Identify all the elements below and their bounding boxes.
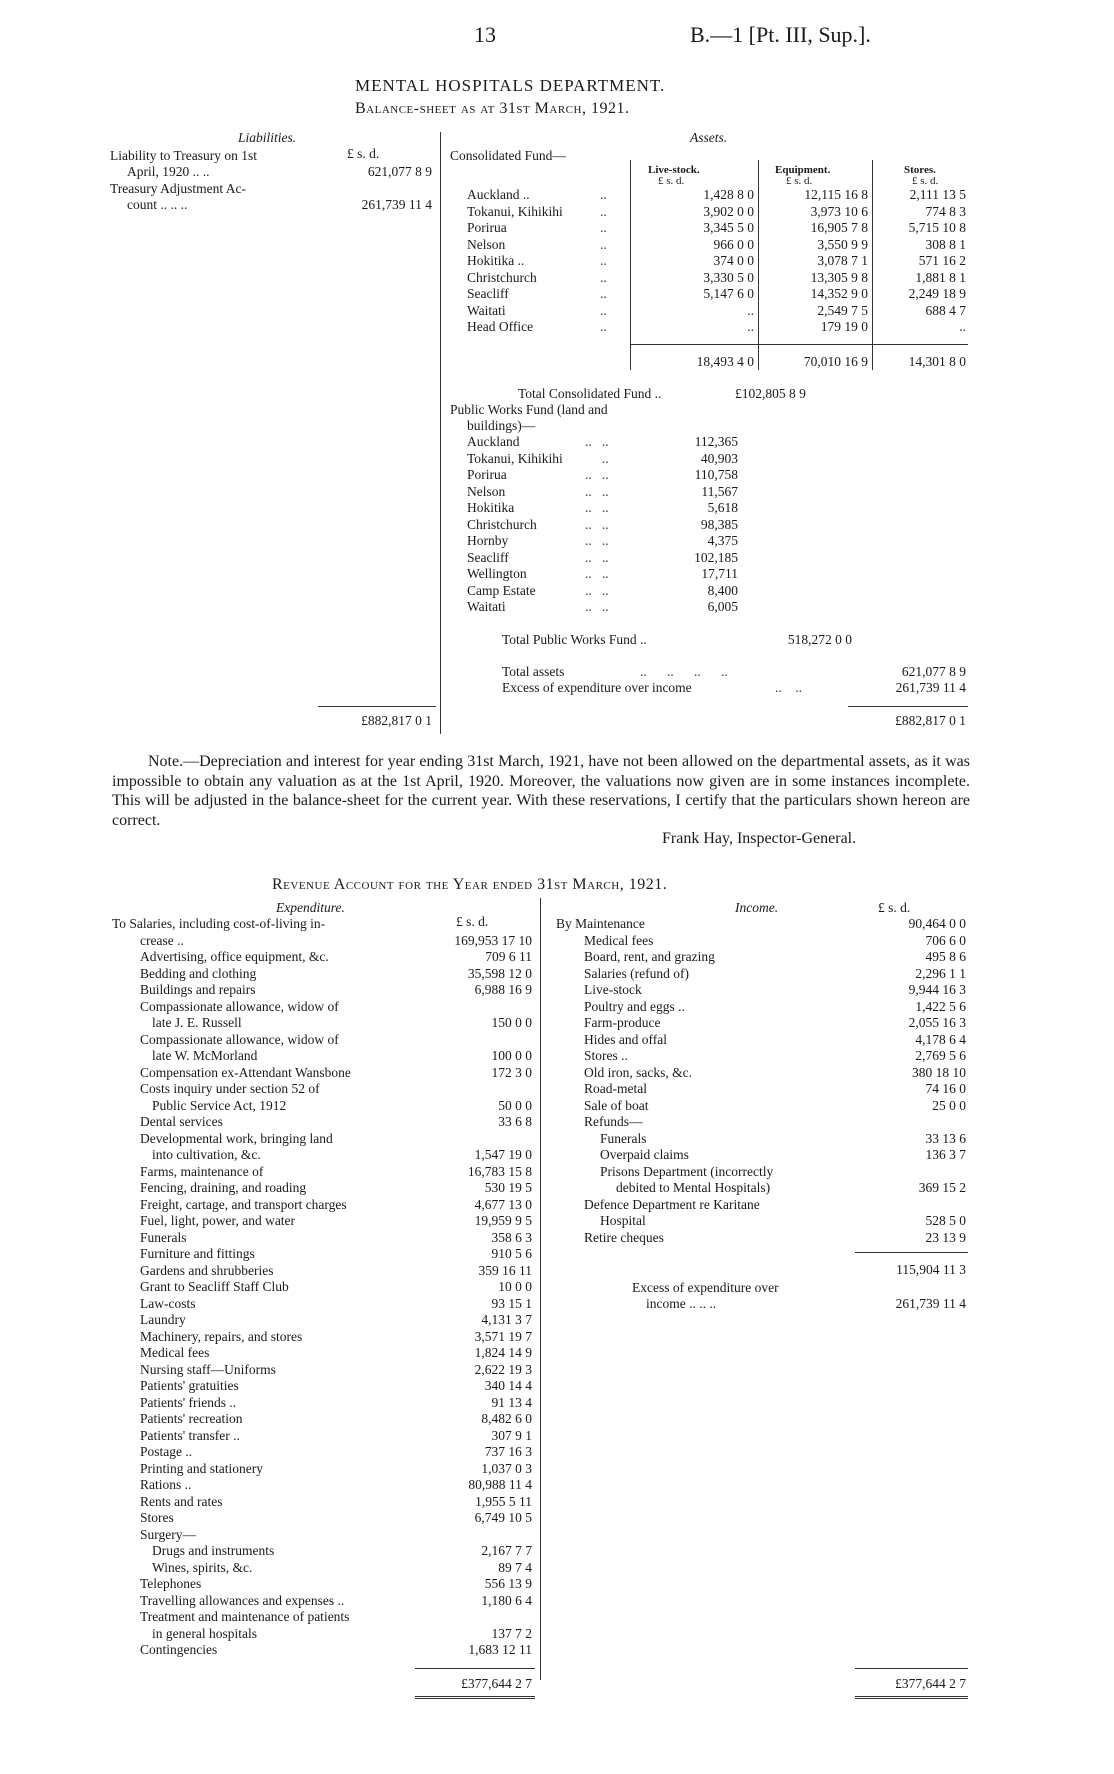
pw-amount: 17,711	[701, 566, 738, 581]
stores-values	[874, 187, 966, 336]
exp-label: Travelling allowances and expenses ..	[140, 1592, 345, 1608]
exp-label: Fuel, light, power, and water	[140, 1213, 296, 1228]
exp-label: Buildings and repairs	[140, 982, 256, 997]
inc-amount: 136 3 7	[925, 1147, 966, 1162]
page-number: 13	[474, 22, 496, 47]
balance-sheet-title: Balance-sheet as at 31st March, 1921.	[355, 100, 630, 117]
exp-label: Patients' gratuities	[140, 1378, 239, 1393]
exp-amount: 16,783 15 8	[467, 1163, 532, 1179]
consolidated-fund-label: Consolidated Fund—	[450, 148, 566, 163]
inc-label: Defence Department re Karitane	[584, 1196, 760, 1212]
exp-amount: 6,749 10 5	[474, 1510, 532, 1525]
equipment-cell: 3,078 7 1	[817, 253, 868, 268]
pw-name: Porirua	[467, 467, 507, 482]
total-public-works-amount: 518,272 0 0	[787, 632, 852, 647]
exp-amount: 93 15 1	[491, 1295, 532, 1311]
inc-amount: 2,055 16 3	[908, 1015, 966, 1030]
inc-amount: 2,769 5 6	[915, 1048, 966, 1063]
inc-label: Poultry and eggs ..	[584, 998, 685, 1014]
exp-label: late J. E. Russell	[152, 1015, 242, 1030]
stores-cell: ..	[959, 319, 966, 334]
revenue-title: Revenue Account for the Year ended 31st March, 1921.	[272, 876, 668, 893]
hospital-name: Head Office	[467, 319, 534, 334]
stores-cell: 1,881 8 1	[915, 269, 966, 285]
income-excess-label-2: income .. .. ..	[646, 1296, 717, 1311]
inc-amount: 4,178 6 4	[915, 1031, 966, 1047]
liability-2-amount: 261,739 11 4	[361, 197, 432, 212]
inc-amount: 33 13 6	[925, 1130, 966, 1146]
inc-amount	[850, 1114, 966, 1131]
expenditure-total-underline	[415, 1696, 535, 1699]
exp-amount: 530 19 5	[484, 1180, 532, 1195]
liability-1-line2: April, 1920 .. ..	[127, 164, 210, 179]
exp-label: Telephones	[140, 1576, 202, 1591]
income-heading: Income.	[735, 900, 779, 915]
livestock-cell: 374 0 0	[713, 253, 754, 268]
exp-label: Funerals	[140, 1229, 187, 1245]
exp-label: Patients' recreation	[140, 1411, 243, 1426]
exp-amount: 737 16 3	[484, 1444, 532, 1459]
pw-amount: 40,903	[700, 450, 738, 466]
public-works-values	[640, 434, 738, 616]
pw-name: Tokanui, Kihikihi	[467, 450, 563, 466]
pw-name: Hokitika	[467, 500, 515, 515]
pw-name: Christchurch	[467, 516, 537, 532]
inc-label: Stores ..	[584, 1048, 628, 1063]
equipment-lsd: £ s. d.	[786, 175, 813, 187]
exp-label: in general hospitals	[152, 1625, 257, 1641]
livestock-cell: 1,428 8 0	[703, 187, 754, 202]
exp-amount: 307 9 1	[491, 1427, 532, 1443]
inc-amount: 1,422 5 6	[915, 998, 966, 1014]
exp-amount: 1,547 19 0	[474, 1147, 532, 1162]
exp-label: Patients' friends ..	[140, 1394, 237, 1410]
exp-amount: 358 6 3	[491, 1229, 532, 1245]
exp-label: Laundry	[140, 1312, 186, 1327]
exp-amount	[418, 1032, 532, 1049]
livestock-values	[632, 187, 754, 336]
livestock-cell: ..	[747, 302, 754, 318]
hospital-name: Waitati	[467, 302, 506, 318]
liabilities-lsd-header: £ s. d.	[347, 146, 380, 161]
income-total-underline	[855, 1696, 968, 1699]
exp-amount: 556 13 9	[484, 1576, 532, 1591]
equipment-cell: 179 19 0	[820, 319, 868, 334]
livestock-cell: 5,147 6 0	[703, 286, 754, 301]
hospital-name: Porirua	[467, 220, 507, 235]
exp-label: To Salaries, including cost-of-living in-	[112, 916, 326, 931]
exp-label: Stores	[140, 1510, 174, 1525]
inc-amount	[850, 1197, 966, 1214]
stores-total: 14,301 8 0	[908, 354, 966, 369]
total-public-works-label: Total Public Works Fund ..	[502, 632, 647, 647]
revenue-divider	[540, 898, 541, 1680]
exp-label: Farms, maintenance of	[140, 1163, 264, 1179]
inc-amount: 9,944 16 3	[908, 982, 966, 997]
exp-amount: 50 0 0	[498, 1097, 532, 1113]
inc-label: Salaries (refund of)	[584, 965, 689, 981]
consolidated-subtotal-rule	[630, 344, 968, 345]
expenditure-total-rule	[415, 1668, 535, 1669]
inc-label: Medical fees	[584, 932, 654, 948]
inc-amount	[850, 1164, 966, 1181]
inc-label: Hospital	[600, 1213, 646, 1228]
equipment-cell: 3,550 9 9	[817, 236, 868, 252]
equipment-cell: 14,352 9 0	[810, 286, 868, 301]
exp-label: Freight, cartage, and transport charges	[140, 1196, 347, 1212]
expenditure-amounts	[418, 916, 532, 1659]
inc-amount: 369 15 2	[918, 1180, 966, 1195]
liability-1-line1: Liability to Treasury on 1st	[110, 148, 258, 163]
total-assets-label: Total assets	[502, 664, 565, 679]
pw-name: Nelson	[467, 483, 506, 499]
pw-amount: 102,185	[694, 549, 738, 565]
inc-label: Road-metal	[584, 1081, 647, 1096]
exp-amount	[418, 916, 532, 933]
income-excess-label: Excess of expenditure over	[632, 1280, 779, 1295]
exp-amount: 709 6 11	[485, 949, 532, 964]
inc-label: By Maintenance	[556, 916, 645, 931]
exp-amount: 4,131 3 7	[481, 1312, 532, 1327]
exp-label: Rations ..	[140, 1477, 192, 1492]
exp-label: Patients' transfer ..	[140, 1427, 240, 1443]
exp-label: Public Service Act, 1912	[152, 1097, 287, 1113]
livestock-header: Live-stock.	[648, 164, 700, 176]
exp-label: Dental services	[140, 1114, 223, 1129]
assets-heading: Assets.	[690, 130, 728, 145]
equipment-cell: 16,905 7 8	[810, 220, 868, 235]
exp-amount	[418, 1081, 532, 1098]
pw-amount: 4,375	[707, 533, 738, 548]
inc-label: debited to Mental Hospitals)	[616, 1180, 771, 1195]
stores-cell: 2,249 18 9	[908, 286, 966, 301]
assets-total: £882,817 0 1	[895, 713, 966, 728]
exp-label: Bedding and clothing	[140, 965, 257, 981]
income-lsd-header: £ s. d.	[878, 900, 911, 915]
department-title: MENTAL HOSPITALS DEPARTMENT.	[355, 76, 666, 95]
exp-label: Furniture and fittings	[140, 1246, 255, 1261]
inc-label: Funerals	[600, 1130, 647, 1146]
liability-1-amount: 621,077 8 9	[367, 164, 432, 179]
excess-amount: 261,739 11 4	[895, 680, 966, 695]
inc-label: Hides and offal	[584, 1031, 667, 1047]
stores-header: Stores.	[904, 164, 936, 176]
exp-label: Advertising, office equipment, &c.	[140, 949, 329, 964]
exp-label: Machinery, repairs, and stores	[140, 1328, 303, 1344]
public-works-leaders: .. .. .. .. .. .. .. .. .. .. .. .. .. .. .. .. .. .. .. .. ..	[585, 434, 609, 614]
public-works-label: Public Works Fund (land and	[450, 402, 608, 417]
income-total: £377,644 2 7	[895, 1676, 966, 1691]
exp-amount: 169,953 17 10	[454, 932, 532, 948]
equipment-cell: 3,973 10 6	[810, 203, 868, 219]
pw-amount: 112,365	[694, 434, 738, 449]
exp-label: Compassionate allowance, widow of	[140, 998, 339, 1014]
inc-amount: 528 5 0	[925, 1213, 966, 1228]
exp-amount: 89 7 4	[498, 1559, 532, 1575]
pw-amount: 110,758	[694, 467, 738, 482]
exp-label: Developmental work, bringing land	[140, 1130, 333, 1146]
inc-label: Overpaid claims	[600, 1147, 689, 1162]
expenditure-labels	[112, 916, 417, 1659]
hospital-name: Hokitika ..	[467, 253, 525, 268]
exp-label: Rents and rates	[140, 1493, 223, 1509]
equipment-cell: 12,115 16 8	[804, 187, 868, 202]
exp-label: Costs inquiry under section 52 of	[140, 1081, 320, 1096]
exp-amount: 1,037 0 3	[481, 1460, 532, 1476]
exp-amount: 1,180 6 4	[481, 1592, 532, 1608]
inc-amount: 495 8 6	[925, 949, 966, 964]
equipment-header: Equipment.	[775, 164, 831, 176]
exp-amount	[418, 1527, 532, 1544]
exp-label: Printing and stationery	[140, 1460, 263, 1476]
expenditure-heading: Expenditure.	[276, 900, 345, 915]
document-reference: B.—1 [Pt. III, Sup.].	[690, 22, 871, 47]
equipment-cell: 2,549 7 5	[817, 302, 868, 318]
exp-label: Medical fees	[140, 1345, 210, 1360]
inc-label: Live-stock	[584, 982, 642, 997]
public-works-label-2: buildings)—	[467, 418, 536, 433]
exp-label: Grant to Seacliff Staff Club	[140, 1279, 289, 1294]
equipment-values	[760, 187, 868, 336]
exp-amount: 150 0 0	[491, 1015, 532, 1030]
expenditure-total: £377,644 2 7	[461, 1676, 532, 1691]
pw-amount: 8,400	[707, 582, 738, 598]
exp-amount: 35,598 12 0	[467, 965, 532, 981]
exp-amount: 100 0 0	[491, 1048, 532, 1063]
stores-cell: 774 8 3	[925, 203, 966, 219]
pw-name: Seacliff	[467, 549, 509, 565]
total-consolidated-label: Total Consolidated Fund ..	[518, 386, 662, 401]
inc-label: Sale of boat	[584, 1097, 649, 1113]
certification-note: Note.—Depreciation and interest for year ending 31st March, 1921, have not been allowed on the departmental assets, as it was impossible to obtain any valuation as at the 1st April, 1920. Moreover, the valuations now given are in some instances incomplete. This will be adjusted in the balance-sheet for the current year. With these reservations, I certify that the particulars shown hereon are correct.	[112, 753, 970, 829]
pw-name: Wellington	[467, 566, 527, 581]
exp-amount: 1,824 14 9	[474, 1345, 532, 1360]
hospital-name: Seacliff	[467, 286, 509, 301]
pw-name: Hornby	[467, 533, 509, 548]
exp-label: Surgery—	[140, 1526, 196, 1542]
inc-label: Old iron, sacks, &c.	[584, 1064, 692, 1080]
exp-label: Postage ..	[140, 1444, 193, 1459]
equipment-total: 70,010 16 9	[803, 354, 868, 369]
exp-amount: 6,988 16 9	[474, 982, 532, 997]
livestock-cell: 3,330 5 0	[703, 269, 754, 285]
livestock-cell: 3,345 5 0	[703, 220, 754, 235]
livestock-lsd: £ s. d.	[658, 175, 685, 187]
inc-label: Refunds—	[584, 1114, 643, 1129]
balance-sheet-divider	[440, 132, 441, 734]
exp-amount: 19,959 9 5	[474, 1213, 532, 1228]
exp-label: Nursing staff—Uniforms	[140, 1361, 276, 1377]
inc-label: Prisons Department (incorrectly	[600, 1163, 774, 1179]
exp-label: Contingencies	[140, 1642, 218, 1657]
excess-leaders: .. ..	[775, 680, 802, 695]
exp-amount	[418, 1609, 532, 1626]
exp-amount: 137 7 2	[491, 1625, 532, 1641]
exp-amount: 172 3 0	[491, 1064, 532, 1080]
pw-name: Auckland	[467, 434, 520, 449]
exp-amount: 910 5 6	[491, 1246, 532, 1261]
exp-label: Gardens and shrubberies	[140, 1262, 274, 1278]
assets-col-divider-2	[758, 160, 759, 370]
assets-col-divider-3	[872, 160, 873, 370]
exp-amount: 1,955 5 11	[475, 1493, 532, 1509]
exp-amount: 10 0 0	[498, 1279, 532, 1294]
equipment-cell: 13,305 9 8	[810, 269, 868, 285]
expenditure-lsd-header: £ s. d.	[456, 914, 489, 929]
pw-amount: 5,618	[707, 500, 738, 515]
inc-amount: 706 6 0	[925, 932, 966, 948]
liabilities-heading: Liabilities.	[238, 130, 297, 145]
stores-cell: 308 8 1	[925, 236, 966, 252]
inc-label: Retire cheques	[584, 1229, 664, 1245]
inc-label: Board, rent, and grazing	[584, 949, 715, 964]
exp-label: Drugs and instruments	[152, 1543, 275, 1558]
livestock-cell: ..	[747, 319, 754, 334]
exp-amount: 4,677 13 0	[474, 1196, 532, 1212]
exp-amount	[418, 999, 532, 1016]
inc-amount: 90,464 0 0	[908, 916, 966, 931]
hospital-name: Christchurch	[467, 269, 537, 285]
income-subtotal-rule	[855, 1252, 968, 1253]
pw-name: Waitati	[467, 599, 506, 614]
hospital-name: Nelson	[467, 236, 506, 252]
exp-label: Compassionate allowance, widow of	[140, 1031, 339, 1047]
exp-label: Wines, spirits, &c.	[152, 1559, 253, 1575]
hospital-name: Auckland ..	[467, 187, 530, 202]
income-labels	[556, 916, 856, 1246]
total-assets-amount: 621,077 8 9	[901, 664, 966, 679]
liability-2-line1: Treasury Adjustment Ac-	[110, 181, 246, 196]
exp-amount: 2,622 19 3	[474, 1361, 532, 1377]
inc-label: Farm-produce	[584, 1015, 661, 1030]
liabilities-total: £882,817 0 1	[361, 713, 432, 728]
total-consolidated-amount: £102,805 8 9	[735, 386, 806, 401]
signature: Frank Hay, Inspector-General.	[662, 830, 857, 847]
excess-label: Excess of expenditure over income	[502, 680, 692, 695]
exp-label: late W. McMorland	[152, 1048, 258, 1063]
income-amounts	[850, 916, 966, 1246]
exp-amount: 359 16 11	[478, 1262, 532, 1278]
exp-label: Law-costs	[140, 1295, 196, 1311]
exp-label: Compensation ex-Attendant Wansbone	[140, 1064, 351, 1080]
stores-cell: 688 4 7	[925, 302, 966, 318]
exp-amount: 91 13 4	[491, 1394, 532, 1410]
exp-amount: 33 6 8	[498, 1114, 532, 1129]
inc-amount: 74 16 0	[925, 1081, 966, 1096]
inc-amount: 23 13 9	[925, 1229, 966, 1245]
exp-amount: 80,988 11 4	[468, 1477, 532, 1492]
livestock-cell: 966 0 0	[713, 236, 754, 252]
exp-amount: 2,167 7 7	[481, 1543, 532, 1558]
inc-amount: 2,296 1 1	[915, 965, 966, 981]
pw-name: Camp Estate	[467, 582, 536, 598]
inc-amount: 380 18 10	[912, 1064, 966, 1080]
exp-amount: 340 14 4	[484, 1378, 532, 1393]
stores-lsd: £ s. d.	[912, 175, 939, 187]
inc-amount: 25 0 0	[932, 1097, 966, 1113]
exp-label: Fencing, draining, and roading	[140, 1180, 307, 1195]
exp-amount	[418, 1131, 532, 1148]
income-subtotal: 115,904 11 3	[896, 1262, 966, 1277]
exp-amount: 8,482 6 0	[481, 1411, 532, 1426]
stores-cell: 571 16 2	[918, 253, 966, 268]
liabilities-total-rule	[318, 706, 436, 707]
pw-amount: 98,385	[700, 516, 738, 532]
exp-label: Treatment and maintenance of patients	[140, 1609, 350, 1624]
consolidated-leaders: .. .. .. .. .. .. .. .. ..	[600, 187, 607, 334]
pw-amount: 6,005	[707, 599, 738, 614]
income-total-rule	[855, 1668, 968, 1669]
income-excess-amount: 261,739 11 4	[895, 1296, 966, 1311]
exp-amount: 1,683 12 11	[468, 1642, 532, 1657]
exp-label: crease ..	[140, 932, 184, 948]
exp-amount: 3,571 19 7	[474, 1328, 532, 1344]
stores-cell: 2,111 13 5	[909, 187, 966, 202]
stores-cell: 5,715 10 8	[908, 220, 966, 235]
assets-col-divider-1	[630, 160, 631, 370]
liability-2-line2: count .. .. ..	[127, 197, 188, 212]
hospital-name: Tokanui, Kihikihi	[467, 203, 563, 219]
total-assets-leaders: .. .. .. ..	[640, 664, 728, 679]
pw-amount: 11,567	[701, 483, 738, 499]
livestock-cell: 3,902 0 0	[703, 203, 754, 219]
exp-label: into cultivation, &c.	[152, 1147, 261, 1162]
assets-total-rule	[848, 706, 968, 707]
livestock-total: 18,493 4 0	[696, 354, 754, 369]
